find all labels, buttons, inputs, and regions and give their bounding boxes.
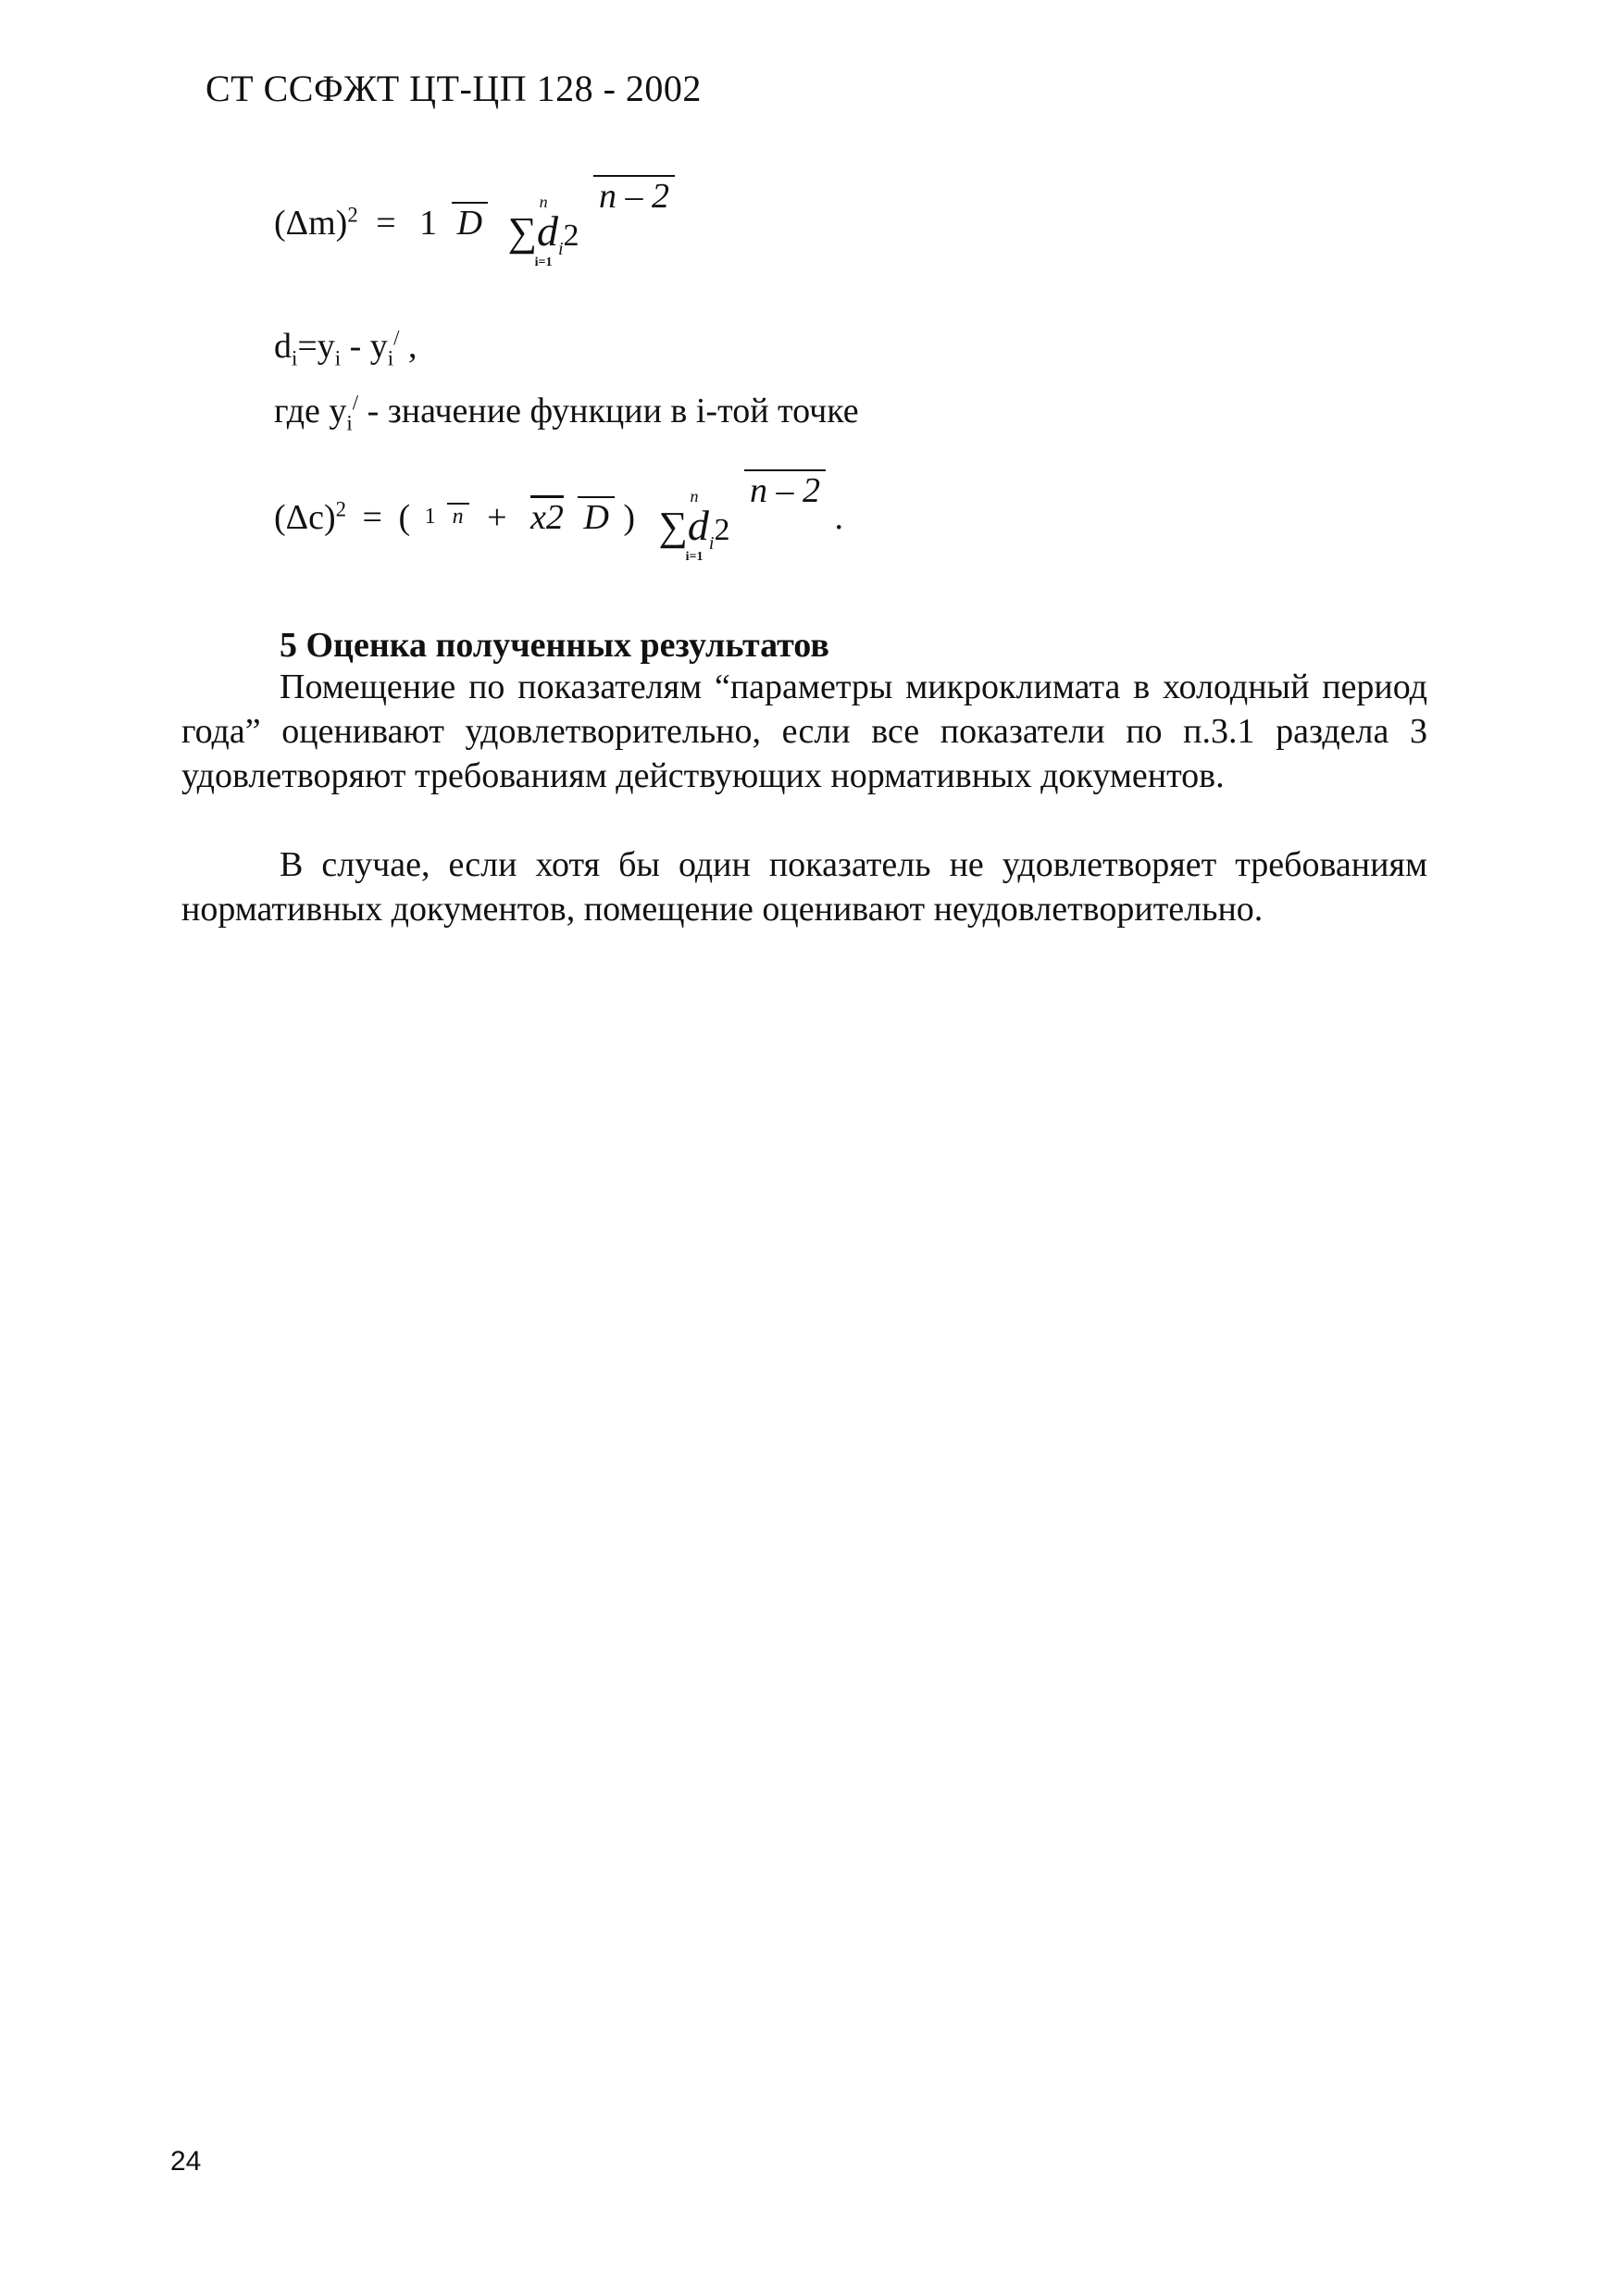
- formula-delta-c: [274, 470, 843, 564]
- formula-dc-lhs: $(\Delta c)^2$: [274, 496, 347, 537]
- formula-dc-xbar-over-d: x2 D: [525, 497, 615, 538]
- section-5-heading: 5 Оценка полученных результатов: [280, 626, 829, 665]
- formula-delta-m: [274, 176, 675, 269]
- formula-dc-sum: n ∑ $d_i2$ i=1: [658, 487, 730, 565]
- formula-dc-close-paren: ): [623, 497, 636, 537]
- page-number: 24: [170, 2146, 202, 2177]
- formula-dc-equals: =: [362, 497, 382, 537]
- formula-dc-one-over-n: 1 n: [419, 505, 469, 530]
- section-5-paragraph-2: В случае, если хотя бы один показатель не удовлетворяет требованиям нормативных документов, помещение оценивают неудовлетворительно.: [181, 845, 1427, 929]
- section-5-paragraph-1: Помещение по показателям “параметры микроклимата в холодный период года” оценивают удовлетворительно, если все показатели по п.3.1 раздела 3 удовлетворяют требованиям действующих нормативных документов.: [181, 668, 1427, 795]
- where-explanation: где $y_i^/$ - значение функции в i-той точке: [274, 391, 859, 435]
- formula-dc-period: .: [834, 497, 843, 537]
- formula-dc-open-paren: (: [398, 497, 411, 537]
- formula-d-i: $d_i=y_i - y_i^/$ ,: [274, 326, 417, 370]
- formula-dm-equals: =: [376, 203, 396, 243]
- formula-dc-sum-fraction: n ∑ $d_i2$ i=1 n – 2: [654, 470, 826, 564]
- formula-dm-lhs: $(\Delta m)^2$: [274, 202, 358, 243]
- formula-dc-plus: +: [487, 497, 507, 537]
- formula-dm-sum: n ∑ $d_i2$ i=1: [507, 193, 579, 270]
- formula-dm-sum-fraction: n ∑ $d_i2$ i=1 n – 2: [503, 176, 675, 269]
- formula-dm-coefficient: 1 D: [414, 203, 488, 243]
- document-code-header: СТ ССФЖТ ЦТ-ЦП 128 - 2002: [205, 68, 702, 109]
